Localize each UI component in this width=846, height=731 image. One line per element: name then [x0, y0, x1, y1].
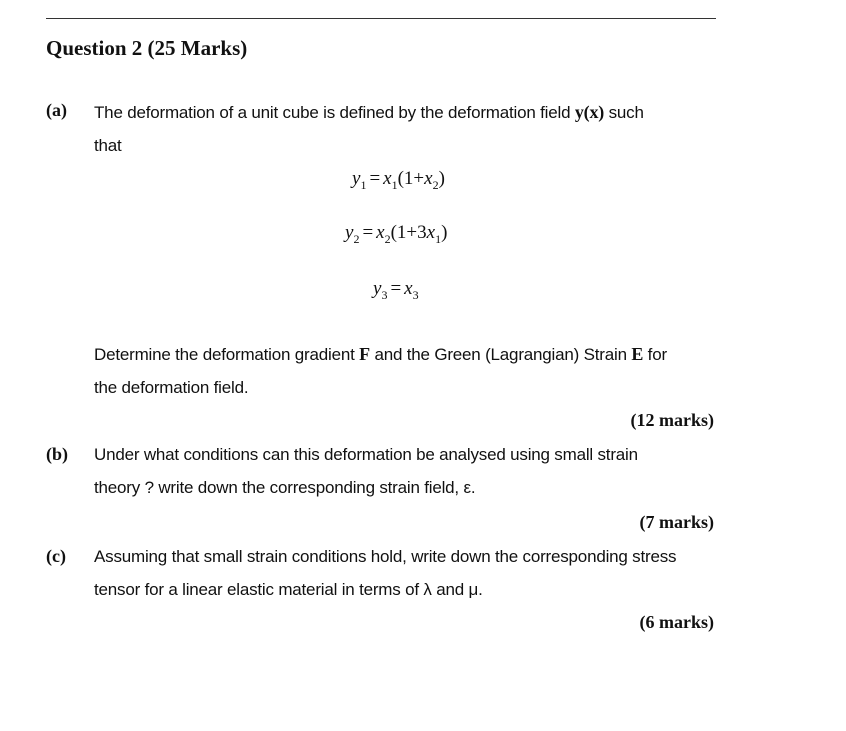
symbol-F: F — [359, 344, 370, 364]
part-c-text: Assuming that small strain conditions hold, write down the corresponding stress tensor for a linear elastic material in terms of λ and μ. — [94, 547, 677, 599]
symbol-E: E — [631, 344, 644, 364]
part-a-intro-end: such — [604, 103, 644, 122]
equation-y2: $y_2 = x_2(1+3x_1)$ — [345, 222, 448, 246]
part-a-intro-text: The deformation of a unit cube is defined by the deformation field — [94, 103, 575, 122]
part-c-marks: (6 marks) — [639, 612, 714, 632]
part-b-marks: (7 marks) — [639, 512, 714, 532]
top-rule — [46, 18, 716, 19]
field-symbol: y(x) — [574, 102, 605, 122]
part-b-text: Under what conditions can this deformation be analysed using small strain theory ? write down the corresponding strain field, ε. — [94, 445, 638, 497]
question-title: Question 2 (25 Marks) — [46, 36, 248, 60]
part-c-label: (c) — [46, 546, 66, 566]
part-a-marks: (12 marks) — [630, 410, 714, 430]
part-a-determine: Determine the deformation gradient F and the Green (Lagrangian) Strain E for the deformation field. — [94, 344, 667, 397]
part-a-intro-line2: that — [94, 136, 122, 155]
part-a-intro — [94, 96, 714, 162]
part-a-label: (a) — [46, 100, 67, 120]
equation-y3: $y_3 = x_3$ — [373, 278, 419, 302]
part-b-label: (b) — [46, 444, 68, 464]
equation-y1: $y_1 = x_1(1+x_2)$ — [352, 168, 445, 192]
